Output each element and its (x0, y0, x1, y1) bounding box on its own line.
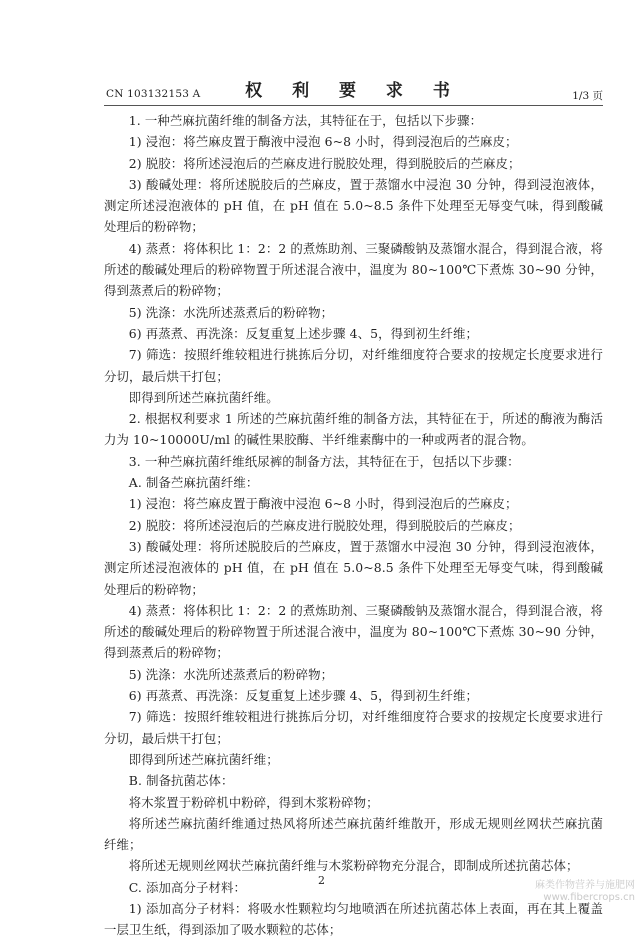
claim-paragraph: 即得到所述苎麻抗菌纤维； (128, 751, 279, 767)
claim-paragraph: 1. 一种苎麻抗菌纤维的制备方法，其特征在于，包括以下步骤： (128, 113, 483, 128)
claim-paragraph: 6) 再蒸煮、再洗涤：反复重复上述步骤 4、5，得到初生纤维； (128, 688, 479, 704)
claim-paragraph: 2. 根据权利要求 1 所述的苎麻抗菌纤维的制备方法，其特征在于，所述的酶液为酶活力为 10~10000U/ml 的碱性果胶酶、半纤维素酶中的一种或两者的混合物。 (104, 411, 603, 448)
claim-paragraph: 将所述无规则丝网状苎麻抗菌纤维与木浆粉碎物充分混合，即制成所述抗菌芯体； (128, 858, 579, 874)
claim-paragraph: 7) 筛选：按照纤维较粗进行挑拣后分切，对纤维细度符合要求的按规定长度要求进行分切，最后烘干打包； (104, 709, 603, 746)
claim-paragraph: 1) 浸泡：将苎麻皮置于酶液中浸泡 6~8 小时，得到浸泡后的苎麻皮； (128, 496, 518, 512)
claim-paragraph: 3. 一种苎麻抗菌纤维纸尿裤的制备方法，其特征在于，包括以下步骤： (128, 453, 520, 469)
claim-paragraph: 即得到所述苎麻抗菌纤维。 (128, 389, 279, 405)
claim-paragraph: 1) 浸泡：将苎麻皮置于酶液中浸泡 6~8 小时，得到浸泡后的苎麻皮； (128, 134, 518, 150)
claim-paragraph: 5) 洗涤：水洗所述蒸煮后的粉碎物； (128, 666, 334, 682)
claim-paragraph: 1) 添加高分子材料：将吸水性颗粒均匀地喷洒在所述抗菌芯体上表面，再在其上覆盖一层卫生纸，得到添加了吸水颗粒的芯体； (104, 900, 603, 938)
watermark-title: 麻类作物营养与施肥网 (535, 880, 635, 891)
claim-paragraph: A. 制备苎麻抗菌纤维： (128, 475, 259, 491)
patent-number: CN 103132153 A (106, 88, 201, 100)
claim-paragraph: 4) 蒸煮：将体积比 1：2：2 的煮炼助剂、三聚磷酸钠及蒸馏水混合，得到混合液，将所述的酸碱处理后的粉碎物置于所述混合液中，温度为 80~100℃下煮炼 30~90 分钟，得到蒸煮后的粉碎物； (104, 240, 603, 299)
document-title: 权 利 要 求 书 (245, 81, 462, 101)
header-divider (104, 105, 603, 106)
claim-paragraph: 2) 脱胶：将所述浸泡后的苎麻皮进行脱胶处理，得到脱胶后的苎麻皮； (128, 155, 521, 171)
claim-paragraph: 7) 筛选：按照纤维较粗进行挑拣后分切，对纤维细度符合要求的按规定长度要求进行分切，最后烘干打包； (104, 347, 603, 384)
page-number: 2 (318, 874, 325, 887)
claim-paragraph: 将木浆置于粉碎机中粉碎，得到木浆粉碎物； (128, 794, 379, 810)
claim-paragraph: C. 添加高分子材料： (128, 879, 246, 895)
claim-paragraph: B. 制备抗菌芯体： (128, 773, 234, 789)
claim-paragraph: 6) 再蒸煮、再洗涤：反复重复上述步骤 4、5，得到初生纤维； (128, 325, 479, 341)
page-header (104, 74, 603, 104)
claim-paragraph: 5) 洗涤：水洗所述蒸煮后的粉碎物； (128, 304, 334, 320)
claim-paragraph: 2) 脱胶：将所述浸泡后的苎麻皮进行脱胶处理，得到脱胶后的苎麻皮； (128, 517, 521, 533)
watermark-url: www.fibercrops.cn (543, 892, 635, 903)
claim-paragraph: 3) 酸碱处理：将所述脱胶后的苎麻皮，置于蒸馏水中浸泡 30 分钟，得到浸泡液体，测定所述浸泡液体的 pH 值，在 pH 值在 5.0~8.5 条件下处理至无辱变气味，得到酸碱处理后的粉碎物； (104, 176, 603, 235)
page-indicator: 1/3 页 (572, 90, 603, 102)
claim-paragraph: 3) 酸碱处理：将所述脱胶后的苎麻皮，置于蒸馏水中浸泡 30 分钟，得到浸泡液体，测定所述浸泡液体的 pH 值，在 pH 值在 5.0~8.5 条件下处理至无辱变气味，得到酸碱处理后的粉碎物； (104, 538, 603, 597)
claim-paragraph: 将所述苎麻抗菌纤维通过热风将所述苎麻抗菌纤维散开，形成无规则丝网状苎麻抗菌纤维； (104, 815, 603, 853)
claim-paragraph: 4) 蒸煮：将体积比 1：2：2 的煮炼助剂、三聚磷酸钠及蒸馏水混合，得到混合液，将所述的酸碱处理后的粉碎物置于所述混合液中，温度为 80~100℃下煮炼 30~90 分钟，得到蒸煮后的粉碎物； (104, 602, 603, 661)
claims-body (104, 110, 603, 941)
site-watermark (535, 880, 635, 904)
